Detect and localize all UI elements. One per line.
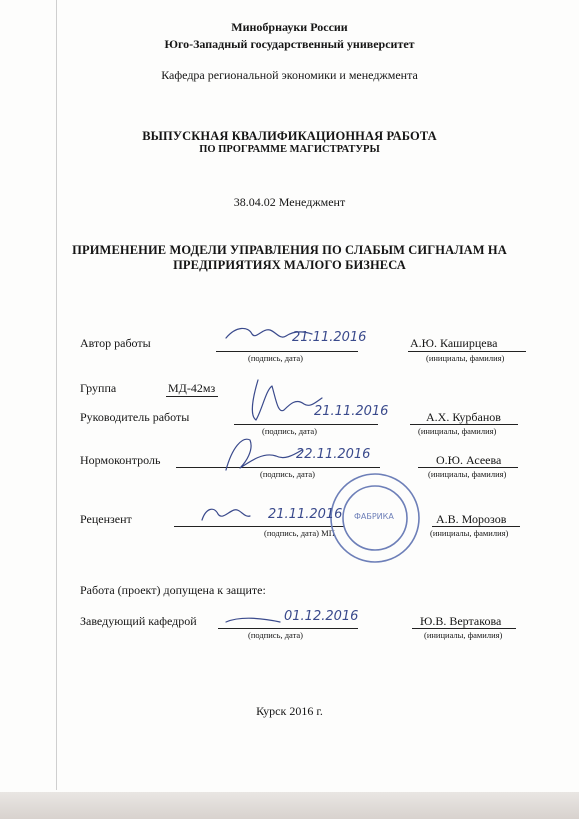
- reviewer-signature: [202, 509, 250, 520]
- stamp-center-text: ФАБРИКА: [354, 512, 394, 521]
- group-value: МД-42мз: [168, 381, 216, 395]
- author-name: А.Ю. Каширцева: [410, 336, 498, 350]
- head-name: Ю.В. Вертакова: [420, 614, 502, 628]
- supervisor-name: А.Х. Курбанов: [426, 410, 501, 424]
- head-of-department-label: Заведующий кафедрой: [80, 614, 197, 628]
- specialty: 38.04.02 Менеджмент: [233, 195, 346, 209]
- city-year: Курск 2016 г.: [256, 704, 323, 718]
- reviewer-name: А.В. Морозов: [436, 512, 507, 526]
- supervisor-name-caption: (инициалы, фамилия): [418, 426, 497, 436]
- supervisor-sign-caption: (подпись, дата): [262, 426, 318, 436]
- thesis-title-line-1: ПРИМЕНЕНИЕ МОДЕЛИ УПРАВЛЕНИЯ ПО СЛАБЫМ СИГНАЛАМ НА: [72, 243, 507, 257]
- supervisor-signature-date: 21.11.2016: [314, 404, 389, 419]
- normcontrol-signature: [226, 439, 302, 470]
- author-name-caption: (инициалы, фамилия): [426, 353, 505, 363]
- admission-text: Работа (проект) допущена к защите:: [80, 583, 266, 597]
- work-type: ВЫПУСКНАЯ КВАЛИФИКАЦИОННАЯ РАБОТА: [142, 129, 437, 143]
- author-label: Автор работы: [80, 336, 151, 350]
- reviewer-signature-date: 21.11.2016: [268, 507, 343, 522]
- supervisor-label: Руководитель работы: [80, 410, 190, 424]
- head-signature: [226, 618, 280, 622]
- department-name: Кафедра региональной экономики и менеджмента: [161, 68, 418, 82]
- group-label: Группа: [80, 381, 117, 395]
- normcontrol-label: Нормоконтроль: [80, 453, 161, 467]
- ministry-name: Минобрнауки России: [231, 20, 348, 34]
- work-program: ПО ПРОГРАММЕ МАГИСТРАТУРЫ: [199, 144, 380, 155]
- reviewer-name-caption: (инициалы, фамилия): [430, 528, 509, 538]
- university-name: Юго-Западный государственный университет: [164, 37, 415, 51]
- head-sign-caption: (подпись, дата): [248, 630, 304, 640]
- reviewer-label: Рецензент: [80, 512, 132, 526]
- normcontrol-name-caption: (инициалы, фамилия): [428, 469, 507, 479]
- normcontrol-name: О.Ю. Асеева: [436, 453, 502, 467]
- supervisor-signature: [252, 380, 322, 420]
- author-signature-date: 21.11.2016: [292, 330, 367, 345]
- reviewer-sign-caption: (подпись, дата) МП: [264, 528, 335, 538]
- normcontrol-sign-caption: (подпись, дата): [260, 469, 316, 479]
- thesis-title-line-2: ПРЕДПРИЯТИЯХ МАЛОГО БИЗНЕСА: [173, 258, 406, 272]
- author-sign-caption: (подпись, дата): [248, 353, 304, 363]
- head-name-caption: (инициалы, фамилия): [424, 630, 503, 640]
- head-signature-date: 01.12.2016: [284, 609, 359, 624]
- normcontrol-signature-date: 22.11.2016: [296, 447, 371, 462]
